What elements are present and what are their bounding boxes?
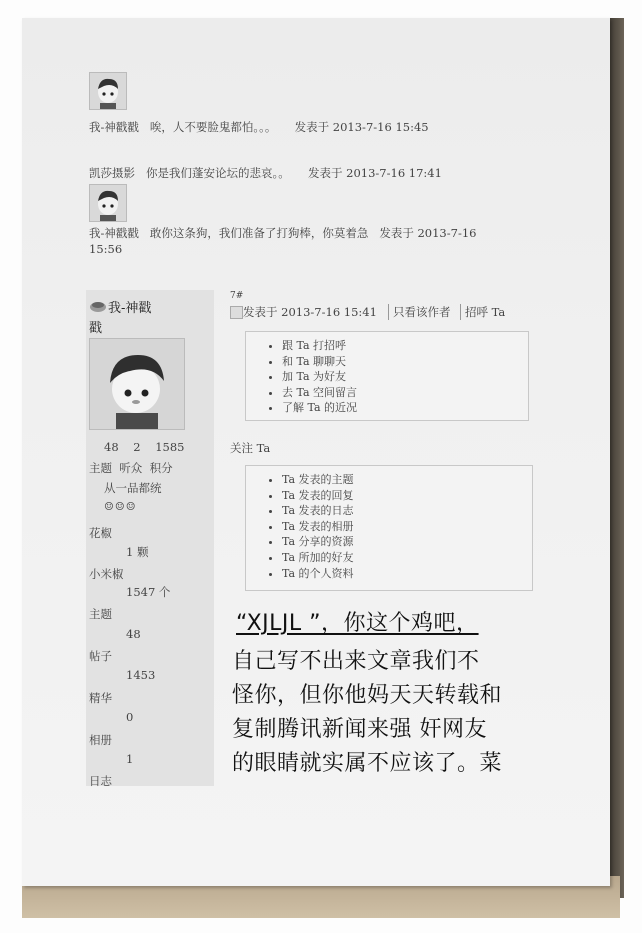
comment-line-2	[89, 165, 442, 181]
menu-item[interactable]: • Ta 的个人资料	[282, 566, 532, 582]
post-status-icon	[230, 306, 243, 319]
menu-item[interactable]: • 跟 Ta 打招呼	[282, 338, 528, 354]
field-label: 日志	[89, 774, 112, 788]
comment-user[interactable]: 凯莎摄影	[89, 166, 135, 180]
menu-item[interactable]: • 加 Ta 为好友	[282, 369, 528, 385]
field-value: 1547 个	[126, 585, 171, 599]
comment-line-1	[89, 119, 429, 135]
only-author-link[interactable]: 只看该作者	[388, 304, 451, 320]
field-label: 相册	[89, 733, 112, 747]
comment-user[interactable]: 我-神戳戳	[89, 120, 139, 134]
post-body-line: 的眼睛就实属不应该了。菜	[232, 751, 503, 776]
medal-icons: ☺☺☺	[104, 500, 137, 513]
avatar	[89, 72, 127, 110]
comment-time: 发表于 2013-7-16 15:45	[294, 120, 429, 134]
post-time: 发表于 2013-7-16 15:41	[243, 305, 377, 319]
field-label: 花椒	[89, 526, 112, 540]
field-label: 帖子	[89, 649, 112, 663]
menu-item[interactable]: • 了解 Ta 的近况	[282, 400, 528, 416]
menu-item[interactable]: • Ta 分享的资源	[282, 534, 532, 550]
comment-time-wrap: 15:56	[89, 242, 123, 256]
post-body-line: 自己写不出来文章我们不	[232, 649, 480, 674]
field-value: 1453	[126, 668, 156, 682]
field-value: 48	[126, 627, 141, 641]
field-label: 主题	[89, 607, 112, 621]
field-value: 1 颗	[126, 545, 149, 559]
comment-time: 发表于 2013-7-16 17:41	[308, 166, 442, 180]
comment-text: 敢你这条狗，我们准备了打狗棒，你莫着急	[149, 226, 369, 240]
menu-item[interactable]: • Ta 所加的好友	[282, 550, 532, 566]
follow-menu	[245, 465, 533, 591]
comment-text: 唉，人不要脸鬼都怕。。。	[149, 120, 277, 134]
menu-item[interactable]: • Ta 发表的日志	[282, 503, 532, 519]
comment-text: 你是我们蓬安论坛的悲哀。。	[145, 166, 290, 180]
author-avatar[interactable]	[89, 338, 185, 430]
follow-link[interactable]: 关注 Ta	[230, 441, 271, 455]
post-body-line: 复制腾讯新闻来强 奸网友	[232, 717, 487, 742]
comment-user[interactable]: 我-神戳戳	[89, 226, 139, 240]
field-label: 精华	[89, 691, 112, 705]
greet-link[interactable]: 招呼 Ta	[460, 304, 505, 320]
field-value: 0	[126, 710, 134, 724]
post-body-line: “XJLJL ”，你这个鸡吧，	[236, 611, 479, 636]
comment-line-3	[89, 225, 476, 241]
field-label: 小米椒	[89, 567, 124, 581]
author-stats-values: 48 2 1585	[104, 440, 185, 454]
avatar	[89, 184, 127, 222]
comment-time: 发表于 2013-7-16	[379, 226, 477, 240]
author-name-wrap[interactable]: 戳	[89, 321, 103, 336]
online-status-icon	[89, 297, 107, 309]
menu-item[interactable]: • Ta 发表的回复	[282, 488, 532, 504]
menu-item[interactable]: • 和 Ta 聊聊天	[282, 354, 528, 370]
field-value: 1	[126, 752, 134, 766]
post-floor: 7#	[230, 291, 244, 301]
post-body-line: 怪你，但你他妈天天转载和	[232, 683, 503, 708]
author-rank: 从一品都统	[104, 481, 162, 495]
author-stats-labels: 主题 听众 积分	[89, 461, 173, 475]
menu-item[interactable]: • Ta 发表的主题	[282, 472, 532, 488]
menu-item[interactable]: • Ta 发表的相册	[282, 519, 532, 535]
author-name[interactable]: 我-神戳	[108, 301, 152, 316]
greet-menu	[245, 331, 529, 421]
menu-item[interactable]: • 去 Ta 空间留言	[282, 385, 528, 401]
